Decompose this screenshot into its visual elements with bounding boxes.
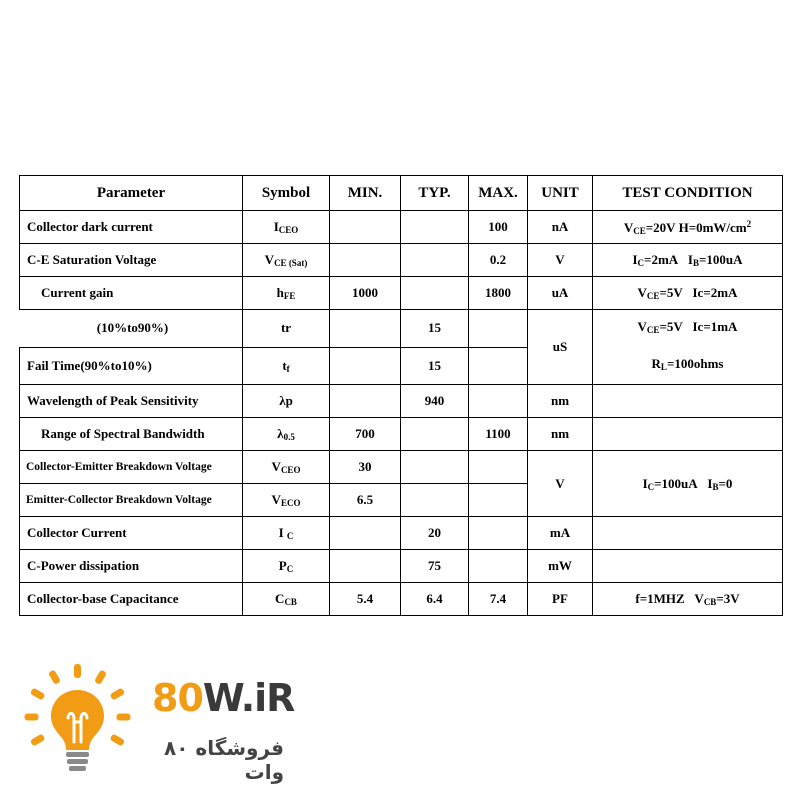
- param-cell: (10%to90%): [20, 310, 243, 348]
- condition-cell: [593, 550, 783, 583]
- param-cell: C-E Saturation Voltage: [20, 244, 243, 277]
- condition-cell: $V_{CE}=5V$ Ic=2mA: [593, 277, 783, 310]
- param-cell: Wavelength of Peak Sensitivity: [20, 385, 243, 418]
- max-cell: [469, 385, 528, 418]
- table-row: [20, 517, 783, 550]
- typ-cell: [401, 211, 469, 244]
- spec-table: [19, 175, 783, 616]
- typ-cell: [401, 484, 469, 517]
- min-cell: 700: [330, 418, 401, 451]
- header-max: MAX.: [469, 176, 528, 211]
- max-cell: [469, 310, 528, 348]
- param-cell: Collector dark current: [20, 211, 243, 244]
- min-cell: [330, 347, 401, 385]
- header-test-condition: TEST CONDITION: [593, 176, 783, 211]
- typ-cell: [401, 451, 469, 484]
- symbol-cell: λp: [243, 385, 330, 418]
- unit-cell: mA: [528, 517, 593, 550]
- typ-cell: 75: [401, 550, 469, 583]
- min-cell: [330, 550, 401, 583]
- min-cell: [330, 211, 401, 244]
- unit-cell: mW: [528, 550, 593, 583]
- table-row: [20, 583, 783, 616]
- param-cell: Collector-Emitter Breakdown Voltage: [20, 451, 243, 484]
- symbol-cell: $V_{ECO}$: [243, 484, 330, 517]
- typ-cell: 6.4: [401, 583, 469, 616]
- symbol-cell: tr: [243, 310, 330, 348]
- min-cell: 1000: [330, 277, 401, 310]
- symbol-cell: $\lambda_{0.5}$: [243, 418, 330, 451]
- header-parameter: Parameter: [20, 176, 243, 211]
- condition-cell: [593, 517, 783, 550]
- max-cell: [469, 347, 528, 385]
- header-row: [20, 176, 783, 211]
- symbol-cell: $I_{CEO}$: [243, 211, 330, 244]
- param-cell: C-Power dissipation: [20, 550, 243, 583]
- brand-tagline: فروشگاه ۸۰ وات: [164, 736, 284, 784]
- typ-cell: 15: [401, 310, 469, 348]
- min-cell: 30: [330, 451, 401, 484]
- unit-cell: nm: [528, 418, 593, 451]
- unit-cell: V: [528, 451, 593, 517]
- lightbulb-icon: [24, 662, 134, 782]
- symbol-cell: $t_f$: [243, 347, 330, 385]
- max-cell: 1800: [469, 277, 528, 310]
- table-row: [20, 451, 783, 484]
- symbol-cell: $V_{CE (Sat)}$: [243, 244, 330, 277]
- table-row: [20, 310, 783, 348]
- param-cell: Current gain: [20, 277, 243, 310]
- table-row: [20, 385, 783, 418]
- param-cell: Emitter-Collector Breakdown Voltage: [20, 484, 243, 517]
- symbol-cell: I $_C$: [243, 517, 330, 550]
- max-cell: 1100: [469, 418, 528, 451]
- brand-logo: [24, 662, 295, 784]
- condition-cell: [593, 385, 783, 418]
- typ-cell: 15: [401, 347, 469, 385]
- typ-cell: [401, 244, 469, 277]
- unit-cell: PF: [528, 583, 593, 616]
- condition-cell: $V_{CE}=20V$ $H=0mW/cm^2$: [593, 211, 783, 244]
- table-row: [20, 244, 783, 277]
- param-cell: Range of Spectral Bandwidth: [20, 418, 243, 451]
- condition-cell: f=1MHZ $V_{CB}=3V$: [593, 583, 783, 616]
- table-row: [20, 211, 783, 244]
- header-min: MIN.: [330, 176, 401, 211]
- min-cell: [330, 310, 401, 348]
- symbol-cell: $P_C$: [243, 550, 330, 583]
- param-cell: Fail Time(90%to10%): [20, 347, 243, 385]
- condition-cell: [593, 418, 783, 451]
- table-row: [20, 277, 783, 310]
- min-cell: [330, 385, 401, 418]
- unit-cell: uA: [528, 277, 593, 310]
- unit-cell: nm: [528, 385, 593, 418]
- unit-cell: V: [528, 244, 593, 277]
- param-cell: Collector Current: [20, 517, 243, 550]
- header-unit: UNIT: [528, 176, 593, 211]
- min-cell: 5.4: [330, 583, 401, 616]
- max-cell: [469, 484, 528, 517]
- typ-cell: 20: [401, 517, 469, 550]
- max-cell: [469, 550, 528, 583]
- symbol-cell: $C_{CB}$: [243, 583, 330, 616]
- min-cell: [330, 517, 401, 550]
- unit-cell: nA: [528, 211, 593, 244]
- param-cell: Collector-base Capacitance: [20, 583, 243, 616]
- table-row: [20, 418, 783, 451]
- typ-cell: 940: [401, 385, 469, 418]
- max-cell: 0.2: [469, 244, 528, 277]
- min-cell: 6.5: [330, 484, 401, 517]
- brand-name: 80W.iR: [152, 676, 295, 720]
- table-row: [20, 550, 783, 583]
- max-cell: 7.4: [469, 583, 528, 616]
- max-cell: [469, 451, 528, 484]
- condition-cell: $I_C=100uA$ $I_B=0$: [593, 451, 783, 517]
- header-typ: TYP.: [401, 176, 469, 211]
- header-symbol: Symbol: [243, 176, 330, 211]
- condition-cell: $V_{CE}=5V$ Ic=1mA $R_L=100ohms$: [593, 310, 783, 385]
- max-cell: 100: [469, 211, 528, 244]
- symbol-cell: $h_{FE}$: [243, 277, 330, 310]
- symbol-cell: $V_{CEO}$: [243, 451, 330, 484]
- condition-cell: $I_C=2mA$ $I_B=100uA$: [593, 244, 783, 277]
- max-cell: [469, 517, 528, 550]
- typ-cell: [401, 277, 469, 310]
- typ-cell: [401, 418, 469, 451]
- min-cell: [330, 244, 401, 277]
- unit-cell: uS: [528, 310, 593, 385]
